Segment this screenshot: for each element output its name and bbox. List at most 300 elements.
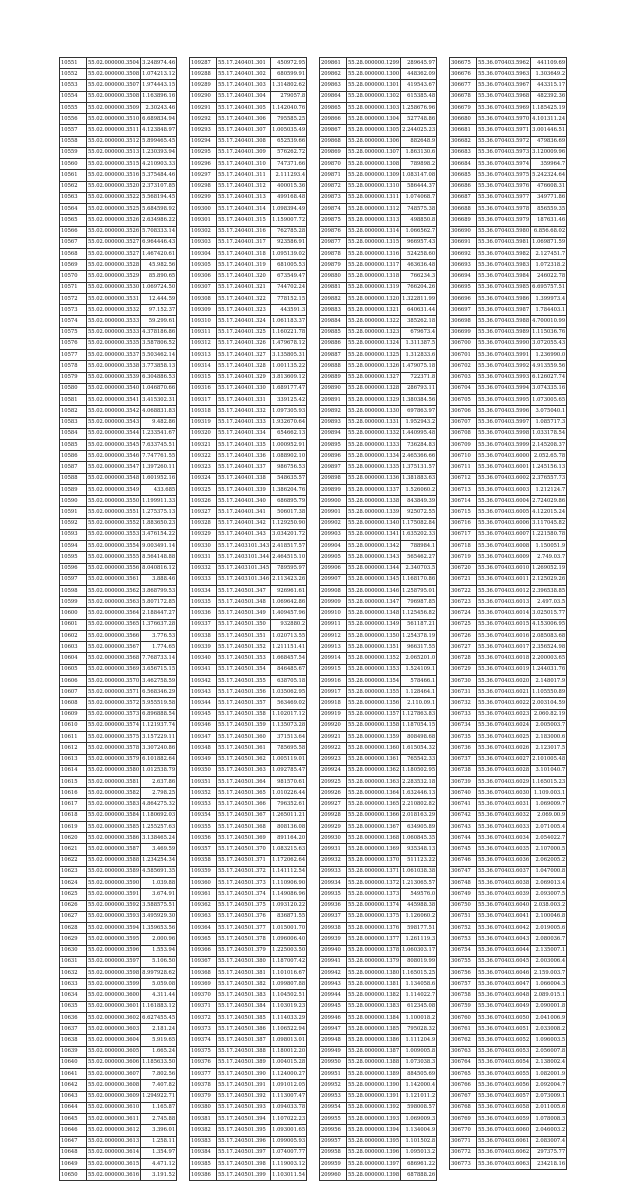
account-code-cell: 55.02.000000.3507 — [87, 80, 141, 91]
amount-cell: 5.503462.14 — [141, 350, 177, 361]
account-code-cell: 55.17.240501.387 — [217, 1035, 271, 1046]
account-code-cell: 55.36.070403.6012 — [477, 586, 531, 597]
amount-cell: 2.145208.37 — [531, 439, 567, 450]
amount-cell: 246022.78 — [531, 271, 567, 282]
table-row — [320, 248, 437, 259]
amount-cell: 1.104502.51 — [271, 990, 307, 1001]
account-code-cell: 55.36.070403.6051 — [477, 1024, 531, 1035]
table-row — [60, 248, 177, 259]
table-row — [450, 1057, 567, 1068]
account-code-cell: 55.36.070403.5994 — [477, 383, 531, 394]
row-id-cell: 109288 — [190, 69, 217, 80]
amount-cell: 2.100046.8 — [531, 911, 567, 922]
account-code-cell: 55.02.000000.3546 — [87, 451, 141, 462]
amount-cell: 5.955519.58 — [141, 698, 177, 709]
table-row — [60, 383, 177, 394]
account-code-cell: 55.36.070403.6048 — [477, 990, 531, 1001]
table-row — [190, 69, 307, 80]
amount-cell: 371513.64 — [271, 732, 307, 743]
row-id-cell: 109364 — [190, 923, 217, 934]
account-code-cell: 55.36.070403.6060 — [477, 1125, 531, 1136]
row-id-cell: 109341 — [190, 664, 217, 675]
table-row — [450, 1001, 567, 1012]
row-id-cell: 10582 — [60, 406, 87, 417]
account-code-cell: 55.28.000000.1367 — [347, 821, 401, 832]
account-code-cell: 55.28.000000.1383 — [347, 1001, 401, 1012]
table-row — [60, 102, 177, 113]
table-row — [60, 159, 177, 170]
account-code-cell: 55.28.000000.1306 — [347, 136, 401, 147]
amount-cell: 932880.2 — [271, 619, 307, 630]
account-code-cell: 55.36.070403.6058 — [477, 1102, 531, 1113]
amount-cell: 1.258676.96 — [401, 102, 437, 113]
amount-cell: 1.095013.2 — [401, 1147, 437, 1158]
account-code-cell: 55.36.070403.6039 — [477, 889, 531, 900]
table-row — [60, 215, 177, 226]
account-code-cell: 55.36.070403.5996 — [477, 406, 531, 417]
amount-cell: 2.138002.4 — [531, 1057, 567, 1068]
table-row — [320, 518, 437, 529]
account-code-cell: 55.17.240501.362 — [217, 754, 271, 765]
row-id-cell: 10579 — [60, 372, 87, 383]
table-row — [320, 1102, 437, 1113]
row-id-cell: 10615 — [60, 777, 87, 788]
row-id-cell: 306682 — [450, 136, 477, 147]
table-row — [60, 237, 177, 248]
table-row — [450, 900, 567, 911]
account-code-cell: 55.17.240401.342 — [217, 518, 271, 529]
row-id-cell: 209903 — [320, 529, 347, 540]
row-id-cell: 109383 — [190, 1136, 217, 1147]
account-code-cell: 55.17.240401.308 — [217, 136, 271, 147]
row-id-cell: 306752 — [450, 923, 477, 934]
amount-cell: 1.111204.9 — [401, 1035, 437, 1046]
account-code-cell: 55.28.000000.1358 — [347, 720, 401, 731]
row-id-cell: 10580 — [60, 383, 87, 394]
table-row — [320, 732, 437, 743]
account-code-cell: 55.17.240401.315 — [217, 215, 271, 226]
table-row — [190, 541, 307, 552]
table-row — [190, 653, 307, 664]
row-id-cell: 109372 — [190, 1012, 217, 1023]
account-code-cell: 55.36.070403.5995 — [477, 395, 531, 406]
table-row — [450, 821, 567, 832]
table-row — [190, 754, 307, 765]
account-code-cell: 55.02.000000.3612 — [87, 1125, 141, 1136]
amount-cell: 6.126027.74 — [531, 372, 567, 383]
account-code-cell: 55.36.070403.6049 — [477, 1001, 531, 1012]
row-id-cell: 109355 — [190, 821, 217, 832]
row-id-cell: 10589 — [60, 484, 87, 495]
row-id-cell: 306738 — [450, 765, 477, 776]
amount-cell: 8.040816.12 — [141, 563, 177, 574]
table-row — [450, 743, 567, 754]
row-id-cell: 306724 — [450, 608, 477, 619]
table-row — [190, 496, 307, 507]
account-code-cell: 55.02.000000.3531 — [87, 293, 141, 304]
table-row — [60, 788, 177, 799]
account-code-cell: 55.17.240501.350 — [217, 619, 271, 630]
row-id-cell: 209928 — [320, 810, 347, 821]
account-code-cell: 55.17.240501.348 — [217, 597, 271, 608]
row-id-cell: 306725 — [450, 619, 477, 630]
table-row — [60, 833, 177, 844]
amount-cell: 1.088902.10 — [271, 451, 307, 462]
amount-cell: 634905.89 — [401, 821, 437, 832]
account-code-cell: 55.02.000000.3508 — [87, 69, 141, 80]
amount-cell: 2.127451.7 — [531, 248, 567, 259]
table-row — [60, 327, 177, 338]
account-code-cell: 55.17.2403101.344 — [217, 552, 271, 563]
account-code-cell: 55.17.240401.314 — [217, 204, 271, 215]
account-code-cell: 55.02.000000.3600 — [87, 990, 141, 1001]
account-code-cell: 55.28.000000.1316 — [347, 248, 401, 259]
amount-cell: 1.015001.70 — [271, 923, 307, 934]
account-code-cell: 55.36.070403.6011 — [477, 574, 531, 585]
table-row — [450, 439, 567, 450]
account-code-cell: 55.02.000000.3549 — [87, 484, 141, 495]
amount-cell: 3.588575.51 — [141, 900, 177, 911]
row-id-cell: 209955 — [320, 1114, 347, 1125]
row-id-cell: 10567 — [60, 237, 87, 248]
account-code-cell: 55.17.240501.375 — [217, 900, 271, 911]
account-code-cell: 55.02.000000.3592 — [87, 900, 141, 911]
account-code-cell: 55.28.000000.1325 — [347, 350, 401, 361]
row-id-cell: 109349 — [190, 754, 217, 765]
table-row — [450, 271, 567, 282]
amount-cell: 499168.48 — [271, 192, 307, 203]
account-code-cell: 55.02.000000.3562 — [87, 586, 141, 597]
amount-cell: 4.864275.32 — [141, 799, 177, 810]
account-code-cell: 55.17.240501.392 — [217, 1091, 271, 1102]
ledger-table-4 — [449, 57, 567, 1170]
table-row — [320, 260, 437, 271]
row-id-cell: 209886 — [320, 338, 347, 349]
account-code-cell: 55.28.000000.1303 — [347, 102, 401, 113]
account-code-cell: 55.36.070403.6026 — [477, 743, 531, 754]
account-code-cell: 55.36.070403.5999 — [477, 439, 531, 450]
row-id-cell: 10602 — [60, 630, 87, 641]
amount-cell: 6.568346.29 — [141, 687, 177, 698]
row-id-cell: 306722 — [450, 586, 477, 597]
table-row — [320, 754, 437, 765]
table-row — [320, 271, 437, 282]
amount-cell: 506017.38 — [271, 507, 307, 518]
row-id-cell: 209948 — [320, 1035, 347, 1046]
account-code-cell: 55.36.070403.6052 — [477, 1035, 531, 1046]
row-id-cell: 10592 — [60, 518, 87, 529]
row-id-cell: 209873 — [320, 192, 347, 203]
row-id-cell: 109290 — [190, 91, 217, 102]
amount-cell: 548635.57 — [271, 473, 307, 484]
row-id-cell: 306743 — [450, 821, 477, 832]
amount-cell: 748575.38 — [401, 204, 437, 215]
row-id-cell: 109289 — [190, 80, 217, 91]
account-code-cell: 55.28.000000.1386 — [347, 1035, 401, 1046]
row-id-cell: 109322 — [190, 451, 217, 462]
row-id-cell: 209951 — [320, 1069, 347, 1080]
amount-cell: 2.200003.65 — [531, 653, 567, 664]
table-row — [450, 878, 567, 889]
row-id-cell: 109362 — [190, 900, 217, 911]
row-id-cell: 10638 — [60, 1035, 87, 1046]
table-row — [60, 496, 177, 507]
row-id-cell: 306721 — [450, 574, 477, 585]
row-id-cell: 209952 — [320, 1080, 347, 1091]
row-id-cell: 209881 — [320, 282, 347, 293]
table-row — [60, 597, 177, 608]
row-id-cell: 209867 — [320, 125, 347, 136]
row-id-cell: 10554 — [60, 91, 87, 102]
amount-cell: 2.003006.4 — [531, 956, 567, 967]
account-code-cell: 55.02.000000.3520 — [87, 181, 141, 192]
amount-cell: 1.096006.40 — [271, 934, 307, 945]
table-row — [320, 1091, 437, 1102]
row-id-cell: 10639 — [60, 1046, 87, 1057]
account-code-cell: 55.02.000000.3565 — [87, 619, 141, 630]
account-code-cell: 55.28.000000.1380 — [347, 967, 401, 978]
table-row — [60, 372, 177, 383]
row-id-cell: 10620 — [60, 833, 87, 844]
row-id-cell: 306715 — [450, 507, 477, 518]
amount-cell: 2.065201.0 — [401, 653, 437, 664]
table-row — [320, 204, 437, 215]
amount-cell: 966957.43 — [401, 237, 437, 248]
table-row — [450, 732, 567, 743]
table-row — [60, 923, 177, 934]
row-id-cell: 10570 — [60, 271, 87, 282]
account-code-cell: 55.36.070403.5987 — [477, 305, 531, 316]
account-code-cell: 55.17.240501.352 — [217, 642, 271, 653]
amount-cell: 681005.53 — [271, 260, 307, 271]
account-code-cell: 55.17.240501.369 — [217, 833, 271, 844]
amount-cell: 1.046870.66 — [141, 383, 177, 394]
amount-cell: 2.125029.26 — [531, 574, 567, 585]
amount-cell: 3.307240.86 — [141, 743, 177, 754]
account-code-cell: 55.02.000000.3590 — [87, 878, 141, 889]
account-code-cell: 55.36.070403.6027 — [477, 754, 531, 765]
account-code-cell: 55.28.000000.1333 — [347, 439, 401, 450]
amount-cell: 1.099005.93 — [271, 1136, 307, 1147]
row-id-cell: 306732 — [450, 698, 477, 709]
table-row — [450, 293, 567, 304]
amount-cell: 1.294922.71 — [141, 1091, 177, 1102]
amount-cell: 680599.91 — [271, 69, 307, 80]
table-row — [60, 80, 177, 91]
amount-cell: 1.165.87 — [141, 1102, 177, 1113]
row-id-cell: 109316 — [190, 383, 217, 394]
table-row — [450, 675, 567, 686]
account-code-cell: 55.02.000000.3509 — [87, 102, 141, 113]
amount-cell: 1.125456.82 — [401, 608, 437, 619]
row-id-cell: 109304 — [190, 248, 217, 259]
table-row — [190, 170, 307, 181]
table-row — [320, 979, 437, 990]
account-code-cell: 55.17.240401.304 — [217, 91, 271, 102]
amount-cell: 1.134058.6 — [401, 979, 437, 990]
amount-cell: 2.003104.59 — [531, 698, 567, 709]
account-code-cell: 55.02.000000.3563 — [87, 597, 141, 608]
amount-cell: 1.066562.7 — [401, 226, 437, 237]
account-code-cell: 55.17.240401.333 — [217, 417, 271, 428]
account-code-cell: 55.36.070403.6025 — [477, 732, 531, 743]
account-code-cell: 55.28.000000.1366 — [347, 810, 401, 821]
account-code-cell: 55.17.240401.316 — [217, 226, 271, 237]
amount-cell: 1.142000.4 — [401, 1080, 437, 1091]
amount-cell: 578466.1 — [401, 675, 437, 686]
table-row — [450, 91, 567, 102]
table-row — [190, 878, 307, 889]
table-row — [60, 1114, 177, 1125]
amount-cell: 765542.33 — [401, 754, 437, 765]
row-id-cell: 306701 — [450, 350, 477, 361]
account-code-cell: 55.36.070403.6040 — [477, 900, 531, 911]
table-row — [190, 777, 307, 788]
row-id-cell: 306745 — [450, 844, 477, 855]
amount-cell: 4.123848.97 — [141, 125, 177, 136]
row-id-cell: 209929 — [320, 821, 347, 832]
table-row — [320, 395, 437, 406]
amount-cell: 2.356524.98 — [531, 642, 567, 653]
table-row — [320, 226, 437, 237]
row-id-cell: 10566 — [60, 226, 87, 237]
amount-cell: 5.568194.45 — [141, 192, 177, 203]
amount-cell: 3.495929.30 — [141, 911, 177, 922]
amount-cell: 2.210802.82 — [401, 799, 437, 810]
table-row — [190, 979, 307, 990]
row-id-cell: 306719 — [450, 552, 477, 563]
table-row — [320, 192, 437, 203]
table-row — [190, 664, 307, 675]
table-row — [450, 282, 567, 293]
amount-cell: 187631.46 — [531, 215, 567, 226]
table-row — [60, 619, 177, 630]
amount-cell: 986756.53 — [271, 462, 307, 473]
amount-cell: 2.464515.10 — [271, 552, 307, 563]
table-row — [320, 451, 437, 462]
table-row — [60, 1057, 177, 1068]
table-row — [320, 1170, 437, 1181]
row-id-cell: 306740 — [450, 788, 477, 799]
amount-cell: 9.003491.14 — [141, 541, 177, 552]
table-row — [190, 529, 307, 540]
table-row — [320, 69, 437, 80]
amount-cell: 4.101311.24 — [531, 114, 567, 125]
amount-cell: 789595.97 — [271, 563, 307, 574]
account-code-cell: 55.17.240401.332 — [217, 406, 271, 417]
row-id-cell: 109385 — [190, 1158, 217, 1169]
account-code-cell: 55.17.240501.370 — [217, 844, 271, 855]
account-code-cell: 55.17.240401.340 — [217, 496, 271, 507]
row-id-cell: 10619 — [60, 821, 87, 832]
row-id-cell: 109356 — [190, 833, 217, 844]
account-code-cell: 55.28.000000.1395 — [347, 1136, 401, 1147]
row-id-cell: 306769 — [450, 1114, 477, 1125]
table-row — [190, 675, 307, 686]
amount-cell: 2.056007.8 — [531, 1046, 567, 1057]
row-id-cell: 306726 — [450, 630, 477, 641]
row-id-cell: 306736 — [450, 743, 477, 754]
account-code-cell: 55.02.000000.3508 — [87, 91, 141, 102]
table-row — [450, 518, 567, 529]
account-code-cell: 55.17.240401.326 — [217, 338, 271, 349]
row-id-cell: 209912 — [320, 630, 347, 641]
amount-cell: 2.069013.4 — [531, 878, 567, 889]
account-code-cell: 55.17.240501.360 — [217, 732, 271, 743]
amount-cell: 7.768733.14 — [141, 653, 177, 664]
account-code-cell: 55.17.240501.371 — [217, 855, 271, 866]
amount-cell: 2.092004.7 — [531, 1080, 567, 1091]
table-row — [450, 541, 567, 552]
table-row — [320, 102, 437, 113]
amount-cell: 1.212124.7 — [531, 484, 567, 495]
table-row — [450, 338, 567, 349]
amount-cell: 2.069.00.9 — [531, 810, 567, 821]
table-row — [320, 1057, 437, 1068]
account-code-cell: 55.17.240501.380 — [217, 956, 271, 967]
table-row — [450, 630, 567, 641]
table-row — [60, 552, 177, 563]
row-id-cell: 209889 — [320, 372, 347, 383]
table-row — [60, 518, 177, 529]
account-code-cell: 55.17.240501.382 — [217, 979, 271, 990]
row-id-cell: 109340 — [190, 653, 217, 664]
account-code-cell: 55.17.240501.361 — [217, 743, 271, 754]
amount-cell: 1.883650.23 — [141, 518, 177, 529]
amount-cell: 1.161883.12 — [141, 1001, 177, 1012]
amount-cell: 1.069642.86 — [271, 597, 307, 608]
amount-cell: 1.066004.3 — [531, 979, 567, 990]
account-code-cell: 55.02.000000.3575 — [87, 732, 141, 743]
row-id-cell: 10642 — [60, 1080, 87, 1091]
table-row — [190, 451, 307, 462]
table-row — [320, 1012, 437, 1023]
amount-cell: 448362.09 — [401, 69, 437, 80]
account-code-cell: 55.36.070403.6033 — [477, 821, 531, 832]
row-id-cell: 109326 — [190, 496, 217, 507]
row-id-cell: 10596 — [60, 563, 87, 574]
table-row — [60, 338, 177, 349]
table-row — [60, 181, 177, 192]
table-row — [60, 316, 177, 327]
account-code-cell: 55.36.070403.6005 — [477, 507, 531, 518]
account-code-cell: 55.02.000000.3603 — [87, 1024, 141, 1035]
account-code-cell: 55.17.240501.399 — [217, 1170, 271, 1181]
amount-cell: 85.890.65 — [141, 271, 177, 282]
row-id-cell: 209954 — [320, 1102, 347, 1113]
row-id-cell: 209949 — [320, 1046, 347, 1057]
table-row — [320, 1035, 437, 1046]
row-id-cell: 10559 — [60, 147, 87, 158]
row-id-cell: 109335 — [190, 597, 217, 608]
account-code-cell: 55.28.000000.1347 — [347, 597, 401, 608]
table-row — [450, 462, 567, 473]
row-id-cell: 10613 — [60, 754, 87, 765]
row-id-cell: 306731 — [450, 687, 477, 698]
account-code-cell: 55.36.070403.6057 — [477, 1091, 531, 1102]
row-id-cell: 109339 — [190, 642, 217, 653]
row-id-cell: 10606 — [60, 675, 87, 686]
row-id-cell: 109347 — [190, 732, 217, 743]
account-code-cell: 55.02.000000.3593 — [87, 911, 141, 922]
account-code-cell: 55.28.000000.1360 — [347, 743, 401, 754]
account-code-cell: 55.36.070403.6063 — [477, 1158, 531, 1169]
row-id-cell: 209885 — [320, 327, 347, 338]
account-code-cell: 55.36.070403.5981 — [477, 237, 531, 248]
table-row — [60, 911, 177, 922]
table-row — [450, 866, 567, 877]
row-id-cell: 209869 — [320, 147, 347, 158]
